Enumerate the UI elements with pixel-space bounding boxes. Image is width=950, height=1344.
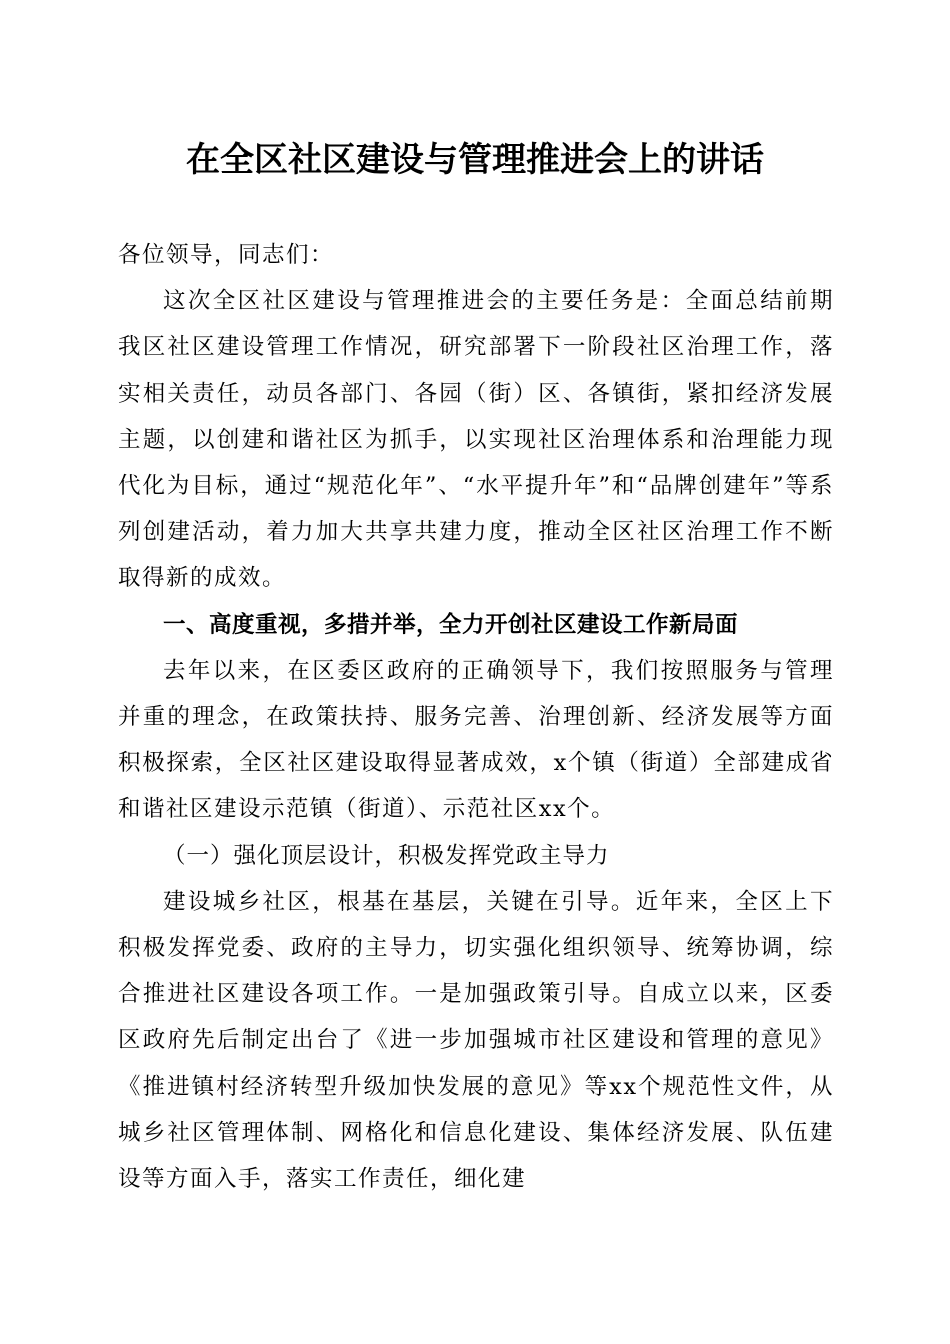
subsection-heading-1: （一）强化顶层设计，积极发挥党政主导力 — [163, 842, 610, 869]
intro-paragraph: 这次全区社区建设与管理推进会的主要任务是：全面总结前期我区社区建设管理工作情况，研究部署下一阶段社区治理工作，落实相关责任，动员各部门、各园（街）区、各镇街，紧扣经济发展主题，以创建和谐社区为抓手，以实现社区治理体系和治理能力现代化为目标，通过“规范化年”、“水平提升年”和“品牌创建年”等系列创建活动，着力加大共享共建力度，推动全区社区治理工作不断取得新的成效。 — [118, 288, 834, 592]
document-body — [118, 232, 834, 1202]
section-heading-1: 一、高度重视，多措并举，全力开创社区建设工作新局面 — [163, 611, 739, 638]
document-title: 在全区社区建设与管理推进会上的讲话 — [186, 140, 764, 180]
salutation: 各位领导，同志们： — [118, 242, 335, 268]
subsection-1-paragraph: 建设城乡社区，根基在基层，关键在引导。近年来，全区上下积极发挥党委、政府的主导力，切实强化组织领导、统筹协调，综合推进社区建设各项工作。一是加强政策引导。自成立以来，区委区政府先后制定出台了《进一步加强城市社区建设和管理的意见》《推进镇村经济转型升级加快发展的意见》等xx个规范性文件，从城乡社区管理体制、网格化和信息化建设、集体经济发展、队伍建设等方面入手，落实工作责任，细化建 — [118, 888, 834, 1193]
section-1-paragraph: 去年以来，在区委区政府的正确领导下，我们按照服务与管理并重的理念，在政策扶持、服务完善、治理创新、经济发展等方面积极探索，全区社区建设取得显著成效，x个镇（街道）全部建成省和谐社区建设示范镇（街道）、示范社区xx个。 — [118, 657, 834, 823]
